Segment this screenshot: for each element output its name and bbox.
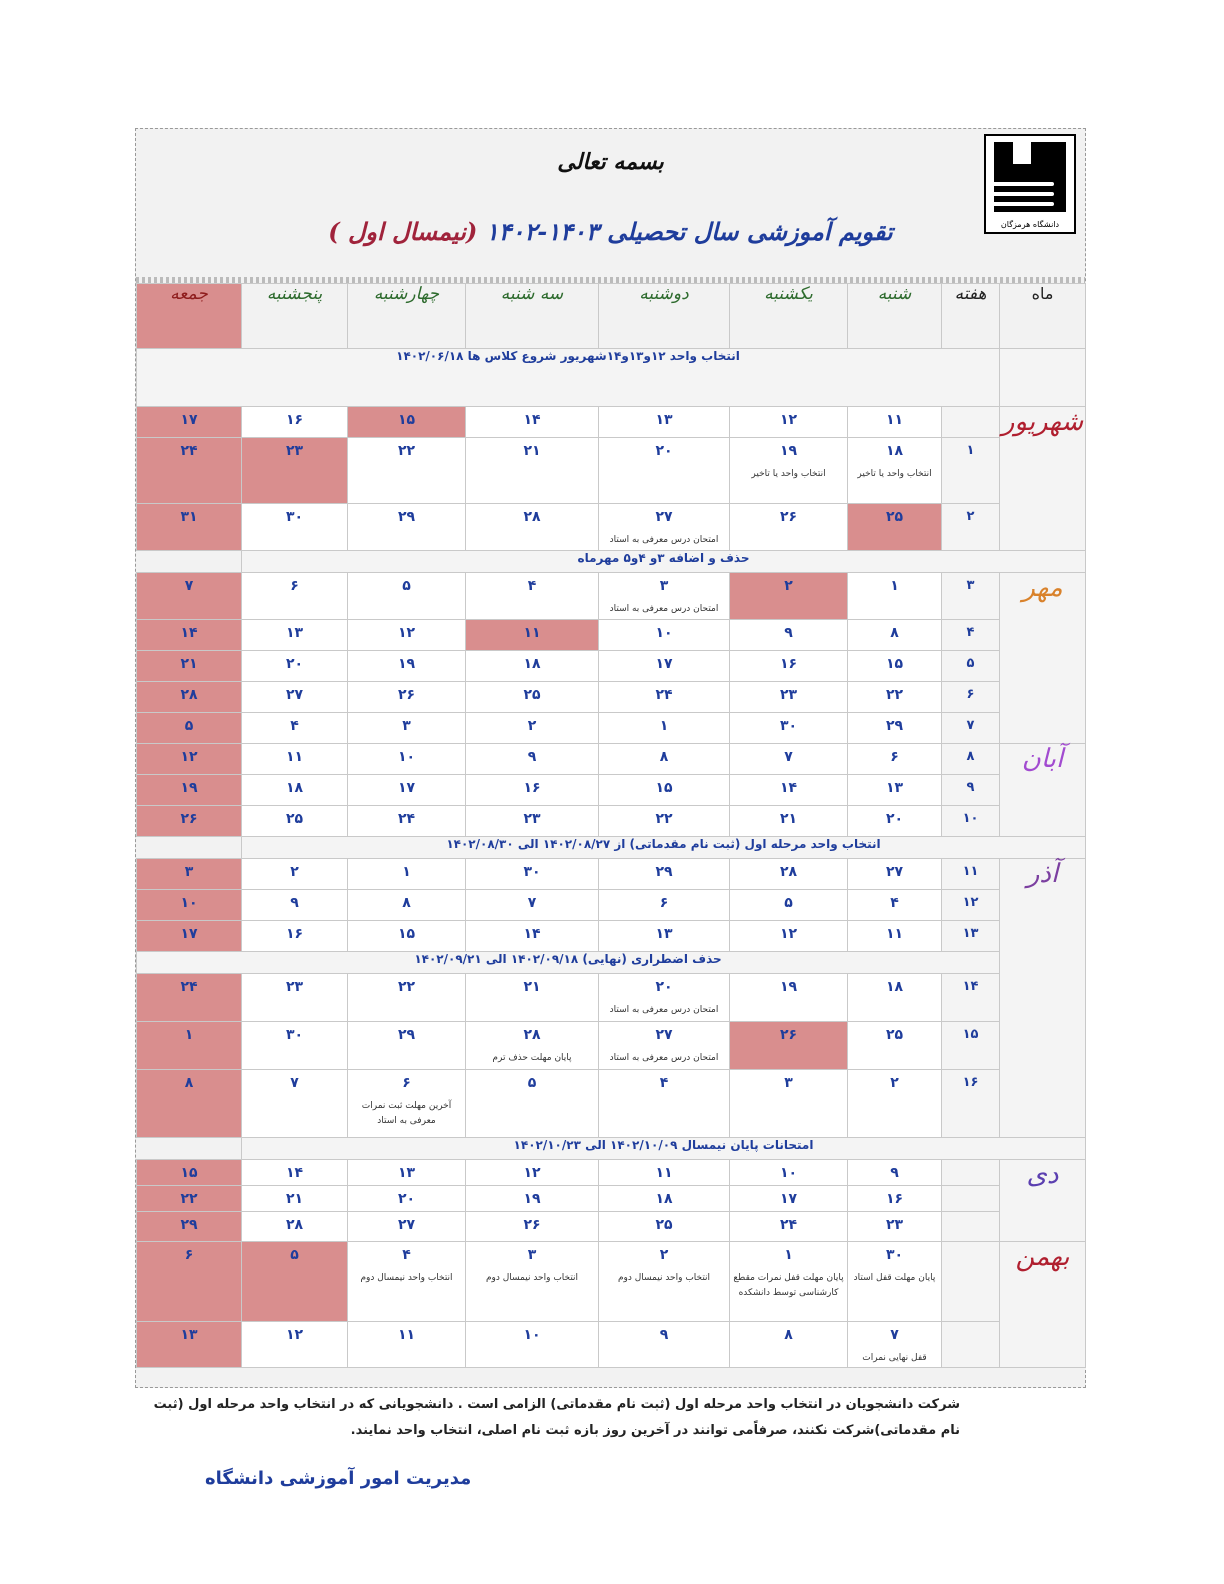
- week-row: [137, 713, 1086, 744]
- week-number: ۱۰: [942, 806, 1000, 837]
- col-friday: جمعه: [137, 284, 242, 349]
- day-cell: ۱۷: [599, 651, 730, 682]
- col-sunday: یکشنبه: [730, 284, 848, 349]
- day-cell: ۲۹: [348, 504, 466, 551]
- day-cell: ۲۸: [137, 682, 242, 713]
- week-number: ۳: [942, 573, 1000, 620]
- day-cell: ۱۳: [242, 620, 348, 651]
- day-cell: ۱۸ انتخاب واحد یا تاخیر: [848, 438, 942, 504]
- day-cell: ۱۲: [242, 1322, 348, 1368]
- day-cell: ۸: [599, 744, 730, 775]
- week-number: [942, 1212, 1000, 1242]
- week-row: [137, 1070, 1086, 1138]
- week-row: [137, 407, 1086, 438]
- day-cell: ۲۲: [348, 438, 466, 504]
- day-cell: ۱۹: [348, 651, 466, 682]
- day-cell: ۱۶: [730, 651, 848, 682]
- day-cell: ۱۰: [730, 1160, 848, 1186]
- day-cell: ۲۲: [848, 682, 942, 713]
- day-cell: ۱۴: [466, 921, 599, 952]
- day-cell: ۱۱: [599, 1160, 730, 1186]
- week-row: [137, 974, 1086, 1022]
- col-week: هفته: [942, 284, 1000, 349]
- calendar-sheet: [135, 128, 1086, 1388]
- week-row: [137, 775, 1086, 806]
- week-row: [137, 921, 1086, 952]
- week-row: [137, 573, 1086, 620]
- day-cell: ۴: [242, 713, 348, 744]
- day-cell: ۳۰: [466, 859, 599, 890]
- day-note: پایان مهلت قفل نمرات مقطع کارشناسی توسط دانشکده: [733, 1273, 844, 1298]
- day-cell: ۳۱: [137, 504, 242, 551]
- day-cell: ۱۹: [137, 775, 242, 806]
- announcement-row: [137, 952, 1086, 974]
- day-cell: ۷ قفل نهایی نمرات: [848, 1322, 942, 1368]
- day-cell: ۲۱: [466, 974, 599, 1022]
- day-cell: ۱۹: [466, 1186, 599, 1212]
- day-cell: ۲: [730, 573, 848, 620]
- day-cell: ۱: [599, 713, 730, 744]
- day-cell: ۳۰: [242, 1022, 348, 1070]
- day-cell: ۱۱: [242, 744, 348, 775]
- week-number: ۷: [942, 713, 1000, 744]
- day-cell: ۱۷: [137, 407, 242, 438]
- day-note: آخرین مهلت ثبت نمرات معرفی به استاد: [361, 1101, 452, 1126]
- day-cell: ۱۳: [599, 407, 730, 438]
- col-wednesday: چهارشنبه: [348, 284, 466, 349]
- day-cell: ۱۸: [242, 775, 348, 806]
- day-cell: ۱۸: [599, 1186, 730, 1212]
- day-cell: ۲۵: [599, 1212, 730, 1242]
- day-cell: ۱۰: [348, 744, 466, 775]
- day-cell: ۲۷: [242, 682, 348, 713]
- week-row: [137, 806, 1086, 837]
- day-cell: ۱۰: [599, 620, 730, 651]
- day-cell: ۲۸ پایان مهلت حذف ترم: [466, 1022, 599, 1070]
- day-cell: ۵: [348, 573, 466, 620]
- day-cell: ۲: [466, 713, 599, 744]
- day-note: امتحان درس معرفی به استاد: [609, 1005, 719, 1015]
- announcement-row: [137, 349, 1086, 407]
- day-cell: ۱۶: [242, 407, 348, 438]
- day-cell: ۳۰ پایان مهلت قفل استاد: [848, 1242, 942, 1322]
- day-cell: ۴: [466, 573, 599, 620]
- day-cell: ۵: [242, 1242, 348, 1322]
- day-cell: ۲۷ امتحان درس معرفی به استاد: [599, 1022, 730, 1070]
- day-note: قفل نهایی نمرات: [862, 1353, 927, 1363]
- month-label-mehr: مهر: [1000, 573, 1086, 744]
- day-cell: ۱۷: [730, 1186, 848, 1212]
- day-cell: ۱۳: [348, 1160, 466, 1186]
- announcement: انتخاب واحد ۱۲و۱۳و۱۴شهریور شروع کلاس ها ۱۴۰۲/۰۶/۱۸: [137, 349, 1000, 407]
- day-cell: ۹: [730, 620, 848, 651]
- day-cell: ۲۱: [242, 1186, 348, 1212]
- day-cell: ۲ انتخاب واحد نیمسال دوم: [599, 1242, 730, 1322]
- day-cell: ۲۰: [242, 651, 348, 682]
- day-cell: ۱: [348, 859, 466, 890]
- week-number: ۱۳: [942, 921, 1000, 952]
- page-title: تقویم آموزشی سال تحصیلی ۱۴۰۳-۱۴۰۲ (نیمسال اول ): [328, 217, 893, 246]
- week-number: ۲: [942, 504, 1000, 551]
- col-month: ماه: [1000, 284, 1086, 349]
- day-cell: ۱۰: [137, 890, 242, 921]
- day-cell: ۱: [137, 1022, 242, 1070]
- day-cell: ۱۶: [242, 921, 348, 952]
- week-row: [137, 1212, 1086, 1242]
- day-cell: ۲۹: [137, 1212, 242, 1242]
- announcement: حذف و اضافه ۳و ۴و۵ مهرماه: [242, 551, 1086, 573]
- day-cell: ۱۴: [137, 620, 242, 651]
- day-cell: ۲۶: [730, 504, 848, 551]
- signature: مدیریت امور آموزشی دانشگاه: [205, 1468, 472, 1489]
- day-cell: ۸: [348, 890, 466, 921]
- week-number: ۱۴: [942, 974, 1000, 1022]
- day-cell: ۲۴: [137, 974, 242, 1022]
- day-cell: ۳۰: [242, 504, 348, 551]
- day-cell: ۲۴: [137, 438, 242, 504]
- day-cell: ۴: [848, 890, 942, 921]
- day-cell: ۱۷: [348, 775, 466, 806]
- day-cell: ۲۳: [242, 438, 348, 504]
- week-row: [137, 744, 1086, 775]
- day-cell: ۱۴: [730, 775, 848, 806]
- month-label-shahrivar: شهریور: [1000, 407, 1086, 551]
- day-cell: ۲۷: [848, 859, 942, 890]
- day-cell: ۲۶: [730, 1022, 848, 1070]
- day-cell: ۲۴: [348, 806, 466, 837]
- day-cell: ۲: [242, 859, 348, 890]
- day-cell: ۷: [730, 744, 848, 775]
- day-cell: ۲۵: [242, 806, 348, 837]
- week-number: ۵: [942, 651, 1000, 682]
- day-cell: ۵: [466, 1070, 599, 1138]
- day-cell: ۲۸: [466, 504, 599, 551]
- week-number: ۱: [942, 438, 1000, 504]
- day-cell: ۹: [599, 1322, 730, 1368]
- week-number: [942, 407, 1000, 438]
- week-row: [137, 682, 1086, 713]
- basmala: بسمه تعالی: [557, 149, 664, 175]
- day-note: امتحان درس معرفی به استاد: [609, 535, 719, 545]
- week-number: [942, 1186, 1000, 1212]
- day-cell: ۳: [137, 859, 242, 890]
- day-cell: ۶: [242, 573, 348, 620]
- day-note: انتخاب واحد یا تاخیر: [857, 469, 932, 479]
- day-note: انتخاب واحد نیمسال دوم: [485, 1273, 579, 1283]
- day-cell: ۲۶: [348, 682, 466, 713]
- day-cell: ۲۰: [848, 806, 942, 837]
- day-note: انتخاب واحد نیمسال دوم: [617, 1273, 711, 1283]
- announcement: حذف اضطراری (نهایی) ۱۴۰۲/۰۹/۱۸ الی ۱۴۰۲/۰۹/۲۱: [137, 952, 1000, 974]
- day-cell: ۱۹ انتخاب واحد یا تاخیر: [730, 438, 848, 504]
- month-label-dey: دی: [1000, 1160, 1086, 1242]
- day-cell: ۲۷ امتحان درس معرفی به استاد: [599, 504, 730, 551]
- day-cell: ۲۸: [242, 1212, 348, 1242]
- calendar-header: [136, 129, 1085, 279]
- day-cell: ۴: [599, 1070, 730, 1138]
- week-number: ۱۵: [942, 1022, 1000, 1070]
- day-cell: ۱۱: [848, 407, 942, 438]
- day-cell: ۱۳: [137, 1322, 242, 1368]
- day-cell: ۱۱: [466, 620, 599, 651]
- col-monday: دوشنبه: [599, 284, 730, 349]
- day-cell: ۲۱: [730, 806, 848, 837]
- week-row: [137, 651, 1086, 682]
- week-number: ۸: [942, 744, 1000, 775]
- week-row: [137, 1242, 1086, 1322]
- day-cell: ۶ آخرین مهلت ثبت نمرات معرفی به استاد: [348, 1070, 466, 1138]
- day-cell: ۳: [348, 713, 466, 744]
- day-cell: ۲۱: [466, 438, 599, 504]
- day-cell: ۷: [466, 890, 599, 921]
- month-label-azar: آذر: [1000, 859, 1086, 1138]
- day-cell: ۲۴: [599, 682, 730, 713]
- week-number: ۹: [942, 775, 1000, 806]
- day-cell: ۲۳: [730, 682, 848, 713]
- day-cell: ۲۳: [242, 974, 348, 1022]
- day-cell: ۲۲: [137, 1186, 242, 1212]
- week-number: ۱۶: [942, 1070, 1000, 1138]
- day-cell: ۱۳: [599, 921, 730, 952]
- day-cell: ۷: [242, 1070, 348, 1138]
- week-row: [137, 504, 1086, 551]
- announcement-row: [137, 551, 1086, 573]
- day-note: انتخاب واحد یا تاخیر: [751, 469, 826, 479]
- week-row: [137, 438, 1086, 504]
- week-row: [137, 1322, 1086, 1368]
- day-cell: ۶: [848, 744, 942, 775]
- day-cell: ۲۷: [348, 1212, 466, 1242]
- day-cell: ۹: [466, 744, 599, 775]
- day-note: امتحان درس معرفی به استاد: [609, 1053, 719, 1063]
- announcement-row: [137, 837, 1086, 859]
- week-number: [942, 1242, 1000, 1322]
- col-saturday: شنبه: [848, 284, 942, 349]
- day-cell: ۹: [242, 890, 348, 921]
- day-cell: ۶: [137, 1242, 242, 1322]
- day-cell: ۱۱: [348, 1322, 466, 1368]
- day-cell: ۸: [848, 620, 942, 651]
- day-cell: ۱۷: [137, 921, 242, 952]
- day-cell: ۲۲: [599, 806, 730, 837]
- day-cell: ۱۲: [137, 744, 242, 775]
- day-cell: ۲۱: [137, 651, 242, 682]
- day-note: پایان مهلت حذف ترم: [492, 1053, 572, 1063]
- day-cell: ۱۶: [466, 775, 599, 806]
- week-number: [942, 1160, 1000, 1186]
- day-note: پایان مهلت قفل استاد: [853, 1273, 936, 1283]
- day-cell: ۵: [730, 890, 848, 921]
- day-cell: ۲۹: [599, 859, 730, 890]
- week-number: ۱۲: [942, 890, 1000, 921]
- day-cell: ۱۳: [848, 775, 942, 806]
- day-cell: ۱۴: [242, 1160, 348, 1186]
- day-cell: ۱۹: [730, 974, 848, 1022]
- day-cell: ۲۸: [730, 859, 848, 890]
- day-cell: ۱: [848, 573, 942, 620]
- day-cell: ۱۲: [730, 407, 848, 438]
- day-cell: ۲۵: [848, 1022, 942, 1070]
- footer-note: شرکت دانشجویان در انتخاب واحد مرحله اول (ثبت نام مقدماتی) الزامی است . دانشجویانی که در انتخاب واحد مرحله اول (ثبت نام مقدماتی)شرکت نکنند، صرفاًمی توانند در آخرین روز بازه ثبت نام اصلی، انتخاب واحد نمایند.: [153, 1397, 960, 1438]
- col-tuesday: سه شنبه: [466, 284, 599, 349]
- day-cell: ۱۲: [730, 921, 848, 952]
- week-row: [137, 620, 1086, 651]
- month-label-bahman: بهمن: [1000, 1242, 1086, 1368]
- day-note: امتحان درس معرفی به استاد: [609, 604, 719, 614]
- month-label-aban: آبان: [1000, 744, 1086, 837]
- day-cell: ۱۸: [848, 974, 942, 1022]
- week-number: ۴: [942, 620, 1000, 651]
- day-cell: ۱۲: [348, 620, 466, 651]
- day-cell: ۲۳: [848, 1212, 942, 1242]
- day-cell: ۲۰: [599, 438, 730, 504]
- day-cell: ۲۶: [466, 1212, 599, 1242]
- day-cell: ۳: [730, 1070, 848, 1138]
- day-cell: ۲۵: [848, 504, 942, 551]
- announcement: امتحانات پایان نیمسال ۱۴۰۲/۱۰/۰۹ الی ۱۴۰۲/۱۰/۲۳: [242, 1138, 1086, 1160]
- day-note: انتخاب واحد نیمسال دوم: [360, 1273, 453, 1283]
- day-cell: ۲: [848, 1070, 942, 1138]
- day-cell: ۱۵: [348, 407, 466, 438]
- day-cell: ۲۳: [466, 806, 599, 837]
- day-cell: ۱۰: [466, 1322, 599, 1368]
- header-row: [137, 284, 1086, 349]
- day-cell: ۲۴: [730, 1212, 848, 1242]
- announcement: انتخاب واحد مرحله اول (ثبت نام مقدماتی) از ۱۴۰۲/۰۸/۲۷ الی ۱۴۰۲/۰۸/۳۰: [242, 837, 1086, 859]
- week-number: ۱۱: [942, 859, 1000, 890]
- day-cell: ۲۵: [466, 682, 599, 713]
- col-thursday: پنجشنبه: [242, 284, 348, 349]
- day-cell: ۳ انتخاب واحد نیمسال دوم: [466, 1242, 599, 1322]
- day-cell: ۱۸: [466, 651, 599, 682]
- day-cell: ۳۰: [730, 713, 848, 744]
- day-cell: ۱۴: [466, 407, 599, 438]
- week-row: [137, 859, 1086, 890]
- day-cell: ۱۶: [848, 1186, 942, 1212]
- day-cell: ۳ امتحان درس معرفی به استاد: [599, 573, 730, 620]
- day-cell: ۸: [730, 1322, 848, 1368]
- day-cell: ۱۱: [848, 921, 942, 952]
- day-cell: ۲۲: [348, 974, 466, 1022]
- day-cell: ۴ انتخاب واحد نیمسال دوم: [348, 1242, 466, 1322]
- calendar-table: [136, 283, 1086, 1368]
- week-row: [137, 1186, 1086, 1212]
- day-cell: ۸: [137, 1070, 242, 1138]
- day-cell: ۱ پایان مهلت قفل نمرات مقطع کارشناسی توسط دانشکده: [730, 1242, 848, 1322]
- day-cell: ۵: [137, 713, 242, 744]
- day-cell: ۲۰ امتحان درس معرفی به استاد: [599, 974, 730, 1022]
- day-cell: ۷: [137, 573, 242, 620]
- day-cell: ۶: [599, 890, 730, 921]
- week-number: [942, 1322, 1000, 1368]
- week-row: [137, 1160, 1086, 1186]
- week-number: ۶: [942, 682, 1000, 713]
- day-cell: ۱۵: [599, 775, 730, 806]
- announcement-row: [137, 1138, 1086, 1160]
- day-cell: ۱۵: [137, 1160, 242, 1186]
- day-cell: ۱۵: [848, 651, 942, 682]
- week-row: [137, 1022, 1086, 1070]
- day-cell: ۲۶: [137, 806, 242, 837]
- week-row: [137, 890, 1086, 921]
- day-cell: ۹: [848, 1160, 942, 1186]
- day-cell: ۱۲: [466, 1160, 599, 1186]
- university-logo: دانشگاه هرمزگان: [984, 134, 1076, 234]
- day-cell: ۲۹: [348, 1022, 466, 1070]
- day-cell: ۲۰: [348, 1186, 466, 1212]
- day-cell: ۲۹: [848, 713, 942, 744]
- day-cell: ۱۵: [348, 921, 466, 952]
